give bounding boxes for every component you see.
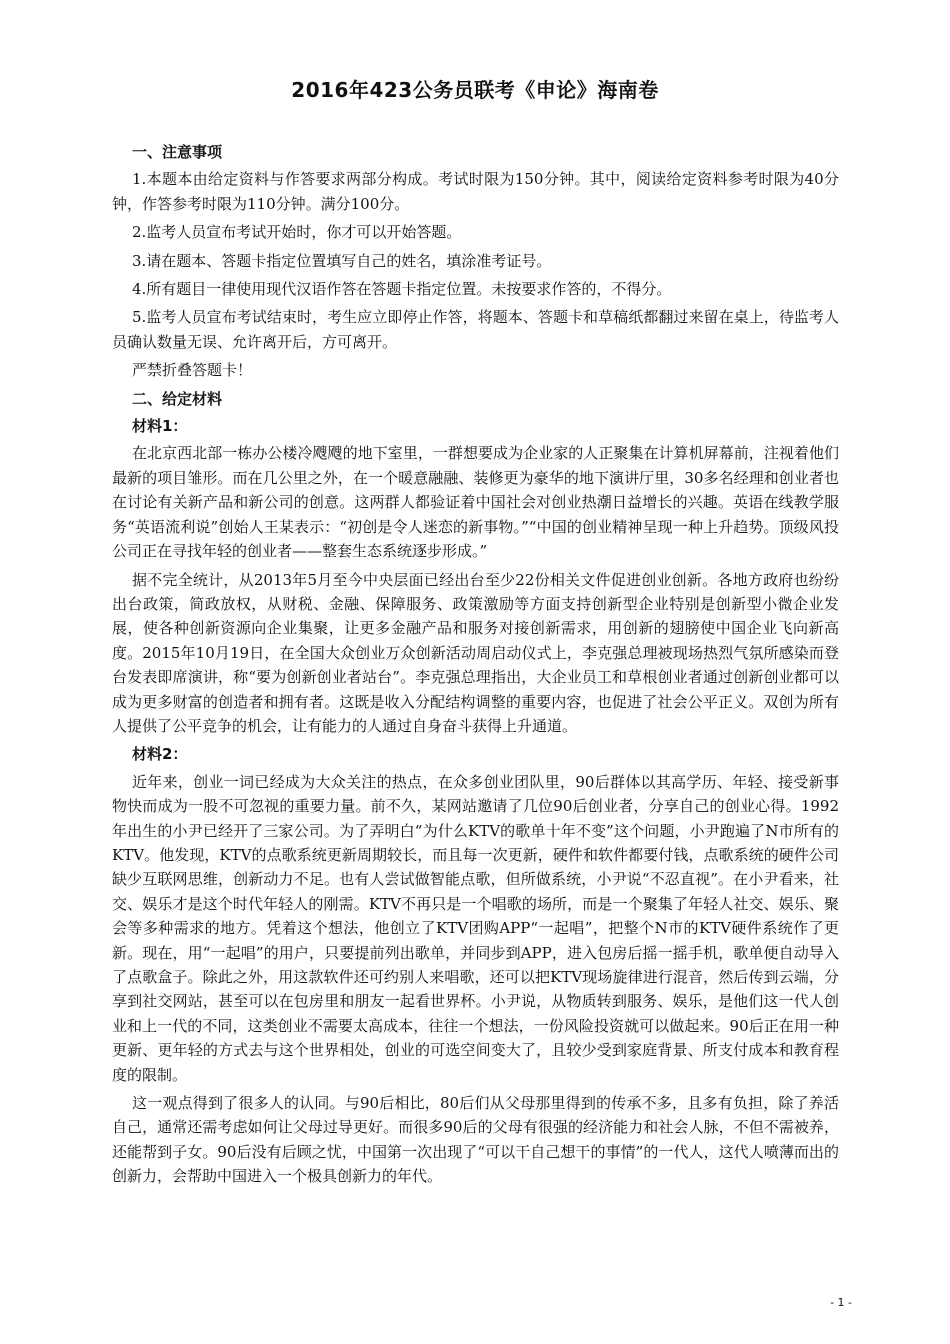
notice-item-4: 4.所有题目一律使用现代汉语作答在答题卡指定位置。未按要求作答的，不得分。 bbox=[132, 280, 672, 299]
notice-item-3: 3.请在题本、答题卡指定位置填写自己的姓名，填涂准考证号。 bbox=[132, 251, 552, 270]
material-2-paragraph-1: 近年来，创业一词已经成为大众关注的热点，在众多创业团队里，90后群体以其高学历、年轻、接受新事物快而成为一股不可忽视的重要力量。前不久，某网站邀请了几位90后创业者，分享自己的创业心得。1992年出生的小尹已经开了三家公司。为了弄明白“为什么KTV的歌单十年不变”这个问题，小尹跑遍了N市所有的KTV。他发现，KTV的点歌系统更新周期较长，而且每一次更新，硬件和软件都要付钱，点歌系统的硬件公司缺少互联网思维，创新动力不足。也有人尝试做智能点歌，但所做系统，小尹说“不忍直视”。在小尹看来，社交、娱乐才是这个时代年轻人的刚需。KTV不再只是一个唱歌的场所，而是一个聚集了年轻人社交、娱乐、聚会等多种需求的地方。凭着这个想法，他创立了KTV团购APP“一起唱”，把整个N市的KTV硬件系统作了更新。现在，用“一起唱”的用户，只要提前列出歌单，并同步到APP，进入包房后摇一摇手机，歌单便自动导入了点歌盒子。除此之外，用这款软件还可约别人来唱歌，还可以把KTV现场旋律进行混音，然后传到云端，分享到社交网站，甚至可以在包房里和朋友一起看世界杯。小尹说，从物质转到服务、娱乐，是他们这一代人创业和上一代的不同，这类创业不需要太高成本，往往一个想法，一份风险投资就可以做起来。90后正在用一种更新、更年轻的方式去与这个世界相处，创业的可选空间变大了，且较少受到家庭背景、所支付成本和教育程度的限制。 bbox=[112, 772, 839, 1084]
material-1-paragraph-2: 据不完全统计，从2013年5月至今中央层面已经出台至少22份相关文件促进创业创新。各地方政府也纷纷出台政策，简政放权，从财税、金融、保障服务、政策激励等方面支持创新型企业特别是创新型小微企业发展，使各种创新资源向企业集聚，让更多金融产品和服务对接创新需求，用创新的翅膀使中国企业飞向新高度。2015年10月19日，在全国大众创业万众创新活动周启动仪式上，李克强总理被现场热烈气氛所感染而登台发表即席演讲，称“要为创新创业者站台”。李克强总理指出，大企业员工和草根创业者通过创新创业都可以成为更多财富的创造者和拥有者。这既是收入分配结构调整的重要内容，也促进了社会公平正义。双创为所有人提供了公平竞争的机会，让有能力的人通过自身奋斗获得上升通道。 bbox=[112, 570, 839, 735]
page-number: - 1 - bbox=[830, 1296, 852, 1309]
document-body bbox=[112, 138, 839, 1193]
notice-item-2: 2.监考人员宣布考试开始时，你才可以开始答题。 bbox=[132, 223, 462, 242]
notice-item-5: 5.监考人员宣布考试结束时，考生应立即停止作答，将题本、答题卡和草稿纸都翻过来留在桌上，待监考人员确认数量无误、允许离开后，方可离开。 bbox=[112, 308, 839, 351]
notice-item-warning: 严禁折叠答题卡！ bbox=[132, 361, 253, 380]
material-1-paragraph-1: 在北京西北部一栋办公楼冷飕飕的地下室里，一群想要成为企业家的人正聚集在计算机屏幕前，注视着他们最新的项目雏形。而在几公里之外，在一个暖意融融、装修更为豪华的地下演讲厅里，30多名经理和创业者也在讨论有关新产品和新公司的创意。这两群人都验证着中国社会对创业热潮日益增长的兴趣。英语在线教学服务“英语流利说”创始人王某表示：“初创是令人迷恋的新事物。”“中国的创业精神呈现一种上升趋势。顶级风投公司正在寻找年轻的创业者——整套生态系统逐步形成。” bbox=[112, 444, 839, 561]
section-heading-materials: 二、给定材料 bbox=[132, 389, 223, 408]
material-1-label: 材料1： bbox=[132, 417, 188, 436]
material-2-paragraph-2: 这一观点得到了很多人的认同。与90后相比，80后们从父母那里得到的传承不多，且多有负担，除了养活自己，通常还需考虑如何让父母过导更好。而很多90后的父母有很强的经济能力和社会人脉，不但不需被养，还能帮到子女。90后没有后顾之忧，中国第一次出现了“可以干自己想干的事情”的一代人，这代人喷薄而出的创新力，会帮助中国进入一个极具创新力的年代。 bbox=[112, 1094, 839, 1186]
section-heading-notice: 一、注意事项 bbox=[132, 143, 223, 161]
document-title: 2016年423公务员联考《申论》海南卷 bbox=[291, 78, 659, 102]
notice-item-1: 1.本题本由给定资料与作答要求两部分构成。考试时限为150分钟。其中，阅读给定资料参考时限为40分钟，作答参考时限为110分钟。满分100分。 bbox=[112, 170, 839, 213]
material-2-label: 材料2： bbox=[132, 745, 188, 764]
